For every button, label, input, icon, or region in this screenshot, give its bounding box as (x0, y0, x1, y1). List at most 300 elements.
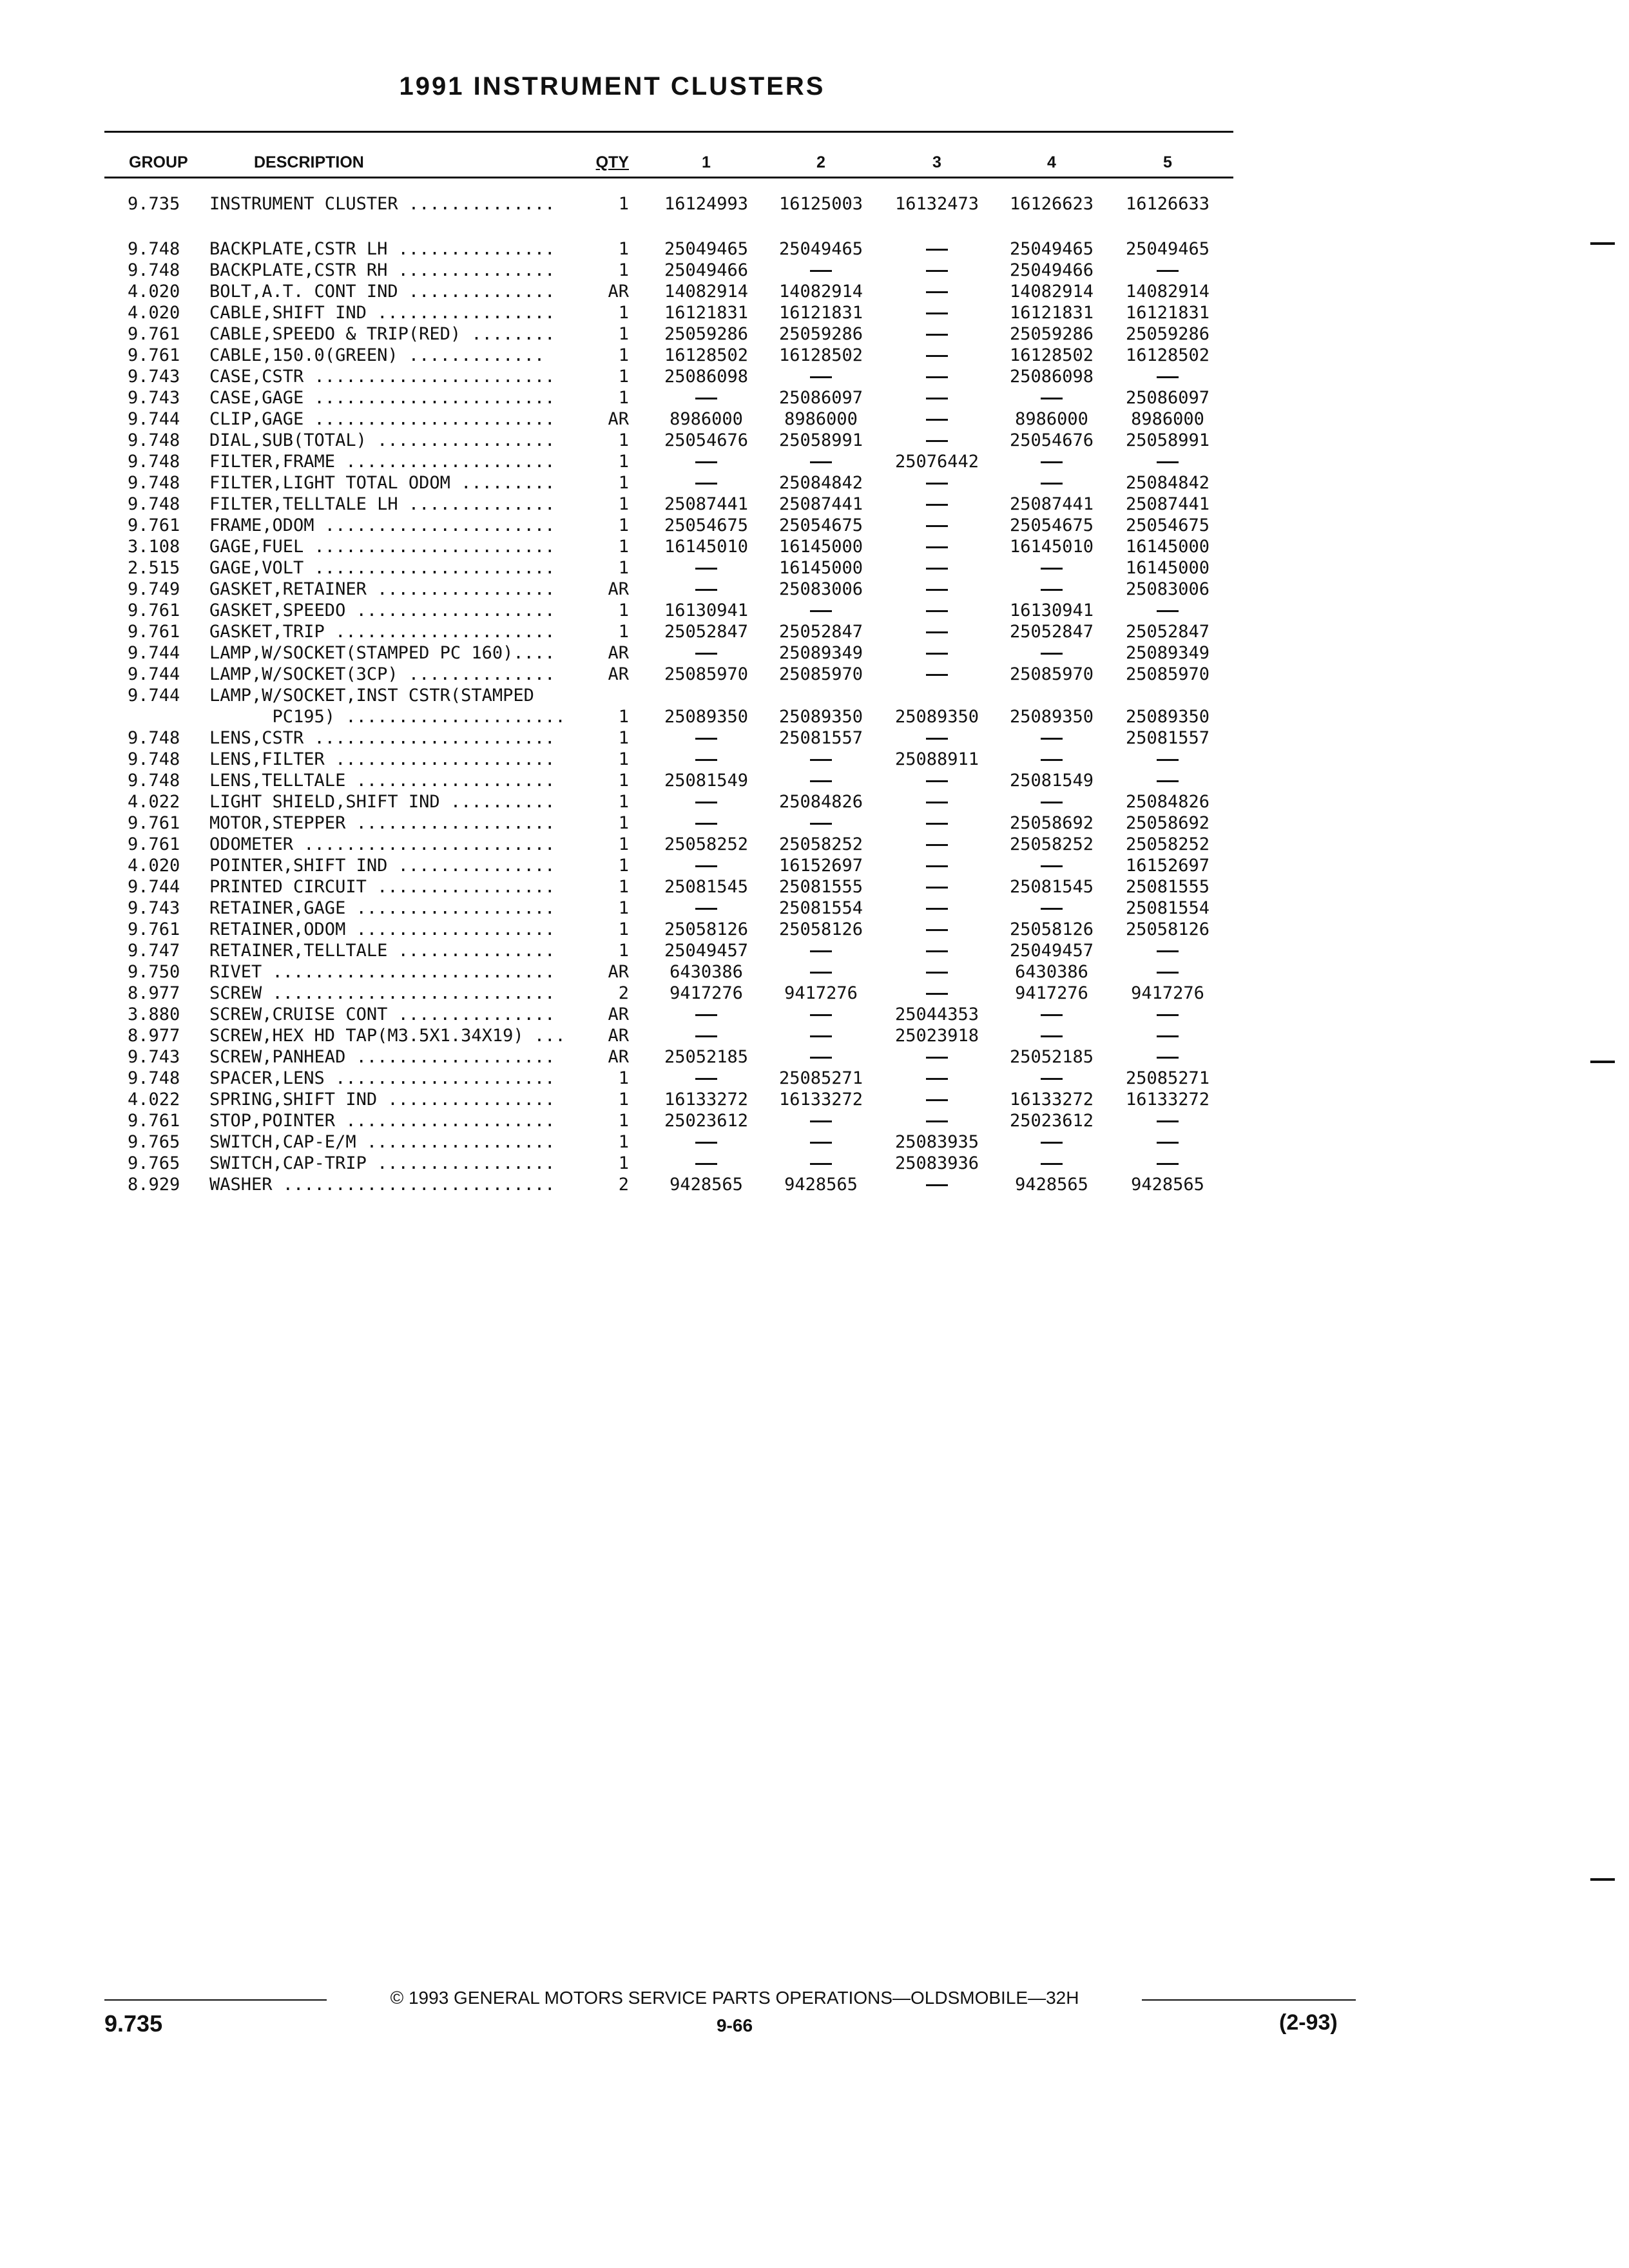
dash-text (883, 834, 991, 855)
table-row (0, 451, 1629, 472)
group-code: 9.748 (128, 452, 180, 472)
dash-text (998, 1025, 1106, 1046)
part-number: 25058252 (1009, 834, 1094, 854)
footer-revision-date: (2-93) (1279, 2010, 1338, 2035)
group-code: 9.761 (128, 919, 180, 939)
part-description: RETAINER,ODOM ................... (209, 919, 555, 939)
quantity: 1 (618, 324, 629, 344)
dash-text (1113, 366, 1222, 387)
part-number: 25089349 (778, 643, 863, 663)
header-bottom-rule (104, 177, 1233, 178)
quantity: 1 (618, 367, 629, 387)
part-number: 25084826 (1125, 792, 1210, 812)
table-row (0, 600, 1629, 621)
part-number: 9428565 (670, 1175, 743, 1195)
quantity: AR (608, 409, 629, 429)
group-code: 4.022 (128, 792, 180, 812)
not-applicable-dash (883, 791, 991, 812)
not-applicable-dash (883, 642, 991, 664)
header-col-5: 5 (1163, 153, 1172, 171)
not-applicable-dash (883, 238, 991, 260)
group-code: 8.929 (128, 1175, 180, 1195)
part-description: CABLE,SPEEDO & TRIP(RED) ........ (209, 324, 555, 344)
not-applicable-dash (883, 515, 991, 536)
part-description: GAGE,FUEL ....................... (209, 537, 555, 557)
group-code: 9.747 (128, 941, 180, 961)
dash-text (1113, 961, 1222, 983)
group-code: 8.977 (128, 983, 180, 1003)
part-number: 16126623 (1009, 194, 1094, 214)
not-applicable-dash (767, 940, 875, 961)
not-applicable-dash (767, 1004, 875, 1025)
not-applicable-dash (883, 855, 991, 876)
quantity: 1 (618, 834, 629, 854)
not-applicable-dash (883, 898, 991, 919)
not-applicable-dash (998, 1068, 1106, 1089)
table-row (0, 302, 1629, 323)
dash-text (767, 451, 875, 472)
table-row (0, 1131, 1629, 1153)
dash-text (652, 557, 760, 579)
dash-text (1113, 770, 1222, 791)
dash-text (883, 302, 991, 323)
part-number: 25059286 (1125, 324, 1210, 344)
quantity: AR (608, 962, 629, 982)
group-code: 9.744 (128, 643, 180, 663)
not-applicable-dash (652, 1025, 760, 1046)
quantity: 1 (618, 771, 629, 791)
part-number: 25089350 (894, 707, 979, 727)
quantity: 1 (618, 558, 629, 578)
dash-text (998, 855, 1106, 876)
dash-text (883, 1046, 991, 1068)
part-number: 8986000 (784, 409, 858, 429)
part-description: CABLE,150.0(GREEN) ............. (209, 345, 545, 365)
part-description: SPRING,SHIFT IND ................ (209, 1090, 555, 1110)
not-applicable-dash (883, 961, 991, 983)
part-number: 9417276 (670, 983, 743, 1003)
part-number: 25049466 (1009, 260, 1094, 280)
not-applicable-dash (883, 770, 991, 791)
not-applicable-dash (998, 1131, 1106, 1153)
quantity: 1 (618, 622, 629, 642)
dash-text (998, 749, 1106, 770)
not-applicable-dash (1113, 1025, 1222, 1046)
part-number: 25089350 (664, 707, 749, 727)
dash-text (883, 494, 991, 515)
group-code: 4.022 (128, 1090, 180, 1110)
dash-text (652, 791, 760, 812)
part-number: 25086098 (664, 367, 749, 387)
dash-text (998, 898, 1106, 919)
part-number: 25058692 (1009, 813, 1094, 833)
part-number: 16121831 (778, 303, 863, 323)
part-description: CASE,CSTR ....................... (209, 367, 555, 387)
dash-text (883, 536, 991, 557)
part-number: 16130941 (1009, 601, 1094, 620)
part-number: 16121831 (664, 303, 749, 323)
part-number: 25058252 (1125, 834, 1210, 854)
dash-text (998, 472, 1106, 494)
part-description: CABLE,SHIFT IND ................. (209, 303, 555, 323)
part-number: 25049465 (778, 239, 863, 259)
dash-text (883, 260, 991, 281)
part-number: 16125003 (778, 194, 863, 214)
table-row (0, 323, 1629, 345)
part-description: RETAINER,GAGE ................... (209, 898, 555, 918)
not-applicable-dash (883, 664, 991, 685)
not-applicable-dash (1113, 1004, 1222, 1025)
quantity: 1 (618, 537, 629, 557)
dash-text (767, 366, 875, 387)
not-applicable-dash (1113, 1046, 1222, 1068)
quantity: 1 (618, 941, 629, 961)
part-number: 25081545 (664, 877, 749, 897)
dash-text (883, 387, 991, 408)
quantity: 1 (618, 1068, 629, 1088)
table-row (0, 515, 1629, 536)
not-applicable-dash (998, 579, 1106, 600)
quantity: 1 (618, 1153, 629, 1173)
part-description: SCREW,HEX HD TAP(M3.5X1.34X19) ... (209, 1026, 566, 1046)
dash-text (998, 1131, 1106, 1153)
part-number: 16121831 (1009, 303, 1094, 323)
dash-text (767, 1046, 875, 1068)
quantity: AR (608, 1026, 629, 1046)
part-number: 16133272 (1125, 1090, 1210, 1110)
part-number: 9428565 (1131, 1175, 1204, 1195)
not-applicable-dash (767, 1110, 875, 1131)
not-applicable-dash (1113, 749, 1222, 770)
dash-text (1113, 1110, 1222, 1131)
dash-text (883, 238, 991, 260)
table-row (0, 1174, 1629, 1195)
group-code: 9.765 (128, 1132, 180, 1152)
group-code: 9.735 (128, 194, 180, 214)
part-number: 8986000 (1131, 409, 1204, 429)
not-applicable-dash (883, 940, 991, 961)
quantity: AR (608, 664, 629, 684)
group-code: 3.108 (128, 537, 180, 557)
not-applicable-dash (1113, 1110, 1222, 1131)
dash-text (883, 855, 991, 876)
footer-page-number: 9-66 (716, 2015, 753, 2035)
not-applicable-dash (1113, 1153, 1222, 1174)
part-number: 25023612 (664, 1111, 749, 1131)
table-row (0, 1025, 1629, 1046)
part-number: 25083935 (894, 1132, 979, 1152)
part-description: MOTOR,STEPPER ................... (209, 813, 555, 833)
dash-text (1113, 1046, 1222, 1068)
not-applicable-dash (1113, 770, 1222, 791)
not-applicable-dash (652, 855, 760, 876)
part-description: FILTER,LIGHT TOTAL ODOM ......... (209, 473, 555, 493)
part-description: FRAME,ODOM ...................... (209, 515, 555, 535)
group-code: 9.744 (128, 409, 180, 429)
not-applicable-dash (883, 1089, 991, 1110)
part-number: 25058126 (1125, 919, 1210, 939)
table-row (0, 898, 1629, 919)
footer-rule-right (1142, 1999, 1356, 2001)
part-number: 16133272 (664, 1090, 749, 1110)
group-code: 9.761 (128, 1111, 180, 1131)
dash-text (652, 451, 760, 472)
part-number: 16128502 (1009, 345, 1094, 365)
not-applicable-dash (883, 600, 991, 621)
not-applicable-dash (883, 345, 991, 366)
not-applicable-dash (1113, 961, 1222, 983)
part-number: 16145010 (664, 537, 749, 557)
part-description: SCREW,PANHEAD ................... (209, 1047, 555, 1067)
part-description: CASE,GAGE ....................... (209, 388, 555, 408)
group-code: 9.743 (128, 388, 180, 408)
not-applicable-dash (652, 1068, 760, 1089)
not-applicable-dash (1113, 940, 1222, 961)
quantity: 1 (618, 239, 629, 259)
not-applicable-dash (767, 1025, 875, 1046)
part-number: 25081555 (778, 877, 863, 897)
part-number: 25058126 (1009, 919, 1094, 939)
not-applicable-dash (652, 1004, 760, 1025)
table-row (0, 1068, 1629, 1089)
dash-text (767, 770, 875, 791)
not-applicable-dash (998, 557, 1106, 579)
group-code: 9.748 (128, 749, 180, 769)
dash-text (883, 791, 991, 812)
quantity: 1 (618, 707, 629, 727)
part-number: 25081557 (778, 728, 863, 748)
part-number: 25087441 (1125, 494, 1210, 514)
table-row (0, 536, 1629, 557)
part-number: 25058126 (778, 919, 863, 939)
not-applicable-dash (998, 451, 1106, 472)
quantity: 1 (618, 856, 629, 876)
quantity: 1 (618, 792, 629, 812)
quantity: 1 (618, 515, 629, 535)
part-description: BOLT,A.T. CONT IND .............. (209, 282, 555, 302)
not-applicable-dash (652, 642, 760, 664)
not-applicable-dash (998, 642, 1106, 664)
header-col-3: 3 (932, 153, 941, 171)
dash-text (1113, 1153, 1222, 1174)
table-row (0, 983, 1629, 1004)
quantity: 1 (618, 1132, 629, 1152)
part-number: 25083936 (894, 1153, 979, 1173)
dash-text (998, 451, 1106, 472)
not-applicable-dash (767, 749, 875, 770)
table-row (0, 919, 1629, 940)
part-number: 25085970 (1009, 664, 1094, 684)
part-number: 16145010 (1009, 537, 1094, 557)
part-number: 14082914 (778, 282, 863, 302)
part-number: 25081555 (1125, 877, 1210, 897)
part-number: 25052185 (1009, 1047, 1094, 1067)
not-applicable-dash (998, 898, 1106, 919)
quantity: 1 (618, 388, 629, 408)
dash-text (767, 260, 875, 281)
group-code: 9.744 (128, 686, 180, 706)
part-number: 25086097 (778, 388, 863, 408)
group-code: 9.748 (128, 260, 180, 280)
group-code: 9.761 (128, 834, 180, 854)
not-applicable-dash (883, 621, 991, 642)
table-row (0, 430, 1629, 451)
part-number: 25081549 (1009, 771, 1094, 791)
dash-text (652, 749, 760, 770)
group-code: 9.749 (128, 579, 180, 599)
part-number: 25087441 (778, 494, 863, 514)
part-description: SCREW,CRUISE CONT ............... (209, 1004, 555, 1024)
part-description: PRINTED CIRCUIT ................. (209, 877, 555, 897)
part-number: 16145000 (778, 558, 863, 578)
dash-text (998, 1153, 1106, 1174)
quantity: AR (608, 1004, 629, 1024)
quantity: 1 (618, 813, 629, 833)
part-number: 9417276 (1131, 983, 1204, 1003)
dash-text (883, 1068, 991, 1089)
not-applicable-dash (652, 451, 760, 472)
part-number: 16132473 (894, 194, 979, 214)
part-description: BACKPLATE,CSTR LH ............... (209, 239, 555, 259)
table-row (0, 193, 1629, 215)
not-applicable-dash (883, 557, 991, 579)
part-description: ODOMETER ........................ (209, 834, 555, 854)
header-description: DESCRIPTION (254, 153, 364, 171)
not-applicable-dash (883, 579, 991, 600)
not-applicable-dash (883, 1174, 991, 1195)
quantity: AR (608, 282, 629, 302)
part-number: 25054675 (1009, 515, 1094, 535)
table-row (0, 812, 1629, 834)
dash-text (767, 1025, 875, 1046)
group-code: 9.744 (128, 664, 180, 684)
dash-text (883, 515, 991, 536)
part-number: 25085970 (778, 664, 863, 684)
quantity: 1 (618, 919, 629, 939)
not-applicable-dash (998, 1025, 1106, 1046)
quantity: 1 (618, 260, 629, 280)
not-applicable-dash (883, 536, 991, 557)
dash-text (652, 472, 760, 494)
part-description: GASKET,RETAINER ................. (209, 579, 555, 599)
part-number: 16145000 (1125, 558, 1210, 578)
group-code: 9.748 (128, 1068, 180, 1088)
table-row (0, 876, 1629, 898)
dash-text (652, 579, 760, 600)
not-applicable-dash (883, 430, 991, 451)
part-number: 25085970 (664, 664, 749, 684)
quantity: 1 (618, 877, 629, 897)
dash-text (767, 1004, 875, 1025)
part-number: 16121831 (1125, 303, 1210, 323)
part-number: 25085271 (778, 1068, 863, 1088)
quantity: 1 (618, 452, 629, 472)
part-number: 25089350 (1125, 707, 1210, 727)
part-description: LIGHT SHIELD,SHIFT IND .......... (209, 792, 555, 812)
not-applicable-dash (652, 387, 760, 408)
part-number: 9417276 (784, 983, 858, 1003)
not-applicable-dash (883, 408, 991, 430)
group-code: 9.748 (128, 771, 180, 791)
part-number: 25059286 (1009, 324, 1094, 344)
not-applicable-dash (883, 834, 991, 855)
table-row (0, 621, 1629, 642)
table-row (0, 408, 1629, 430)
dash-text (883, 898, 991, 919)
part-number: 16133272 (1009, 1090, 1094, 1110)
part-number: 25084842 (1125, 473, 1210, 493)
dash-text (883, 557, 991, 579)
dash-text (767, 961, 875, 983)
group-code: 9.750 (128, 962, 180, 982)
table-row (0, 749, 1629, 770)
dash-text (883, 1110, 991, 1131)
not-applicable-dash (767, 600, 875, 621)
dash-text (652, 1004, 760, 1025)
dash-text (998, 791, 1106, 812)
table-row (0, 1004, 1629, 1025)
table-row (0, 281, 1629, 302)
quantity: 1 (618, 728, 629, 748)
part-number: 9417276 (1015, 983, 1088, 1003)
part-number: 25089350 (1009, 707, 1094, 727)
group-code: 9.748 (128, 728, 180, 748)
part-number: 25049465 (1125, 239, 1210, 259)
table-row (0, 557, 1629, 579)
dash-text (883, 940, 991, 961)
not-applicable-dash (883, 302, 991, 323)
not-applicable-dash (998, 727, 1106, 749)
not-applicable-dash (1113, 451, 1222, 472)
not-applicable-dash (652, 557, 760, 579)
part-number: 25054675 (1125, 515, 1210, 535)
table-row (0, 727, 1629, 749)
table-row (0, 940, 1629, 961)
dash-text (883, 1174, 991, 1195)
dash-text (1113, 1131, 1222, 1153)
not-applicable-dash (652, 898, 760, 919)
not-applicable-dash (652, 749, 760, 770)
dash-text (767, 1153, 875, 1174)
table-row (0, 834, 1629, 855)
margin-tick-mark (1590, 242, 1615, 245)
dash-text (998, 1068, 1106, 1089)
part-number: 25083006 (1125, 579, 1210, 599)
table-row (0, 366, 1629, 387)
group-code: 9.761 (128, 324, 180, 344)
dash-text (652, 727, 760, 749)
margin-tick-mark (1590, 1061, 1615, 1063)
dash-text (767, 600, 875, 621)
part-number: 16128502 (664, 345, 749, 365)
part-description: RIVET ........................... (209, 962, 555, 982)
part-description: LAMP,W/SOCKET,INST CSTR(STAMPED (209, 686, 534, 706)
dash-text (883, 664, 991, 685)
not-applicable-dash (998, 749, 1106, 770)
group-code: 3.880 (128, 1004, 180, 1024)
dash-text (998, 387, 1106, 408)
dash-text (652, 1025, 760, 1046)
group-code: 9.743 (128, 898, 180, 918)
table-row (0, 791, 1629, 812)
dash-text (883, 1089, 991, 1110)
table-row (0, 770, 1629, 791)
not-applicable-dash (883, 812, 991, 834)
table-row (0, 238, 1629, 260)
header-group: GROUP (129, 153, 188, 171)
part-number: 25059286 (778, 324, 863, 344)
part-number: 25054675 (778, 515, 863, 535)
